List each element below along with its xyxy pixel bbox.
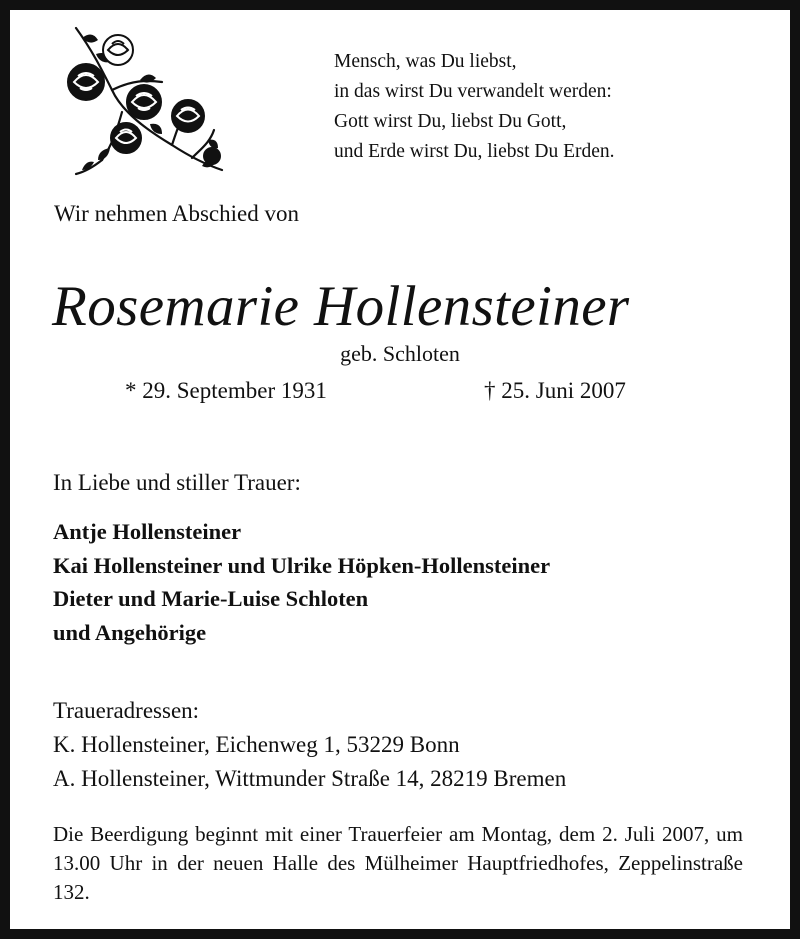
funeral-details: Die Beerdigung beginnt mit einer Trauerfeier am Montag, dem 2. Juli 2007, um 13.00 Uhr in der neuen Halle des Mülheimer Hauptfriedhofes, Zeppelinstraße 132. xyxy=(53,822,743,904)
poem-line: Mensch, was Du liebst, xyxy=(334,51,517,72)
poem-line: in das wirst Du verwandelt werden: xyxy=(334,81,612,102)
poem-line: Gott wirst Du, liebst Du Gott, xyxy=(334,111,567,132)
address-line: A. Hollensteiner, Wittmunder Straße 14, 28219 Bremen xyxy=(53,766,567,791)
birth-name: geb. Schloten xyxy=(340,341,460,366)
mourning-addresses xyxy=(53,694,566,796)
mourner-name: und Angehörige xyxy=(53,619,207,645)
mourning-intro: In Liebe und stiller Trauer: xyxy=(53,470,301,495)
death-date: † 25. Juni 2007 xyxy=(484,378,626,403)
rose-branch-icon xyxy=(62,20,230,182)
mourners-list xyxy=(53,515,550,649)
birth-date: * 29. September 1931 xyxy=(125,378,327,403)
deceased-name: Rosemarie Hollensteiner xyxy=(52,275,630,338)
mourner-name: Antje Hollensteiner xyxy=(53,519,242,544)
addresses-heading: Traueradressen: xyxy=(53,698,200,723)
poem-line: und Erde wirst Du, liebst Du Erden. xyxy=(334,141,615,162)
mourner-name: Dieter und Marie-Luise Schloten xyxy=(53,586,369,611)
farewell-intro: Wir nehmen Abschied von xyxy=(54,201,299,226)
address-line: K. Hollensteiner, Eichenweg 1, 53229 Bonn xyxy=(53,732,460,757)
mourner-name: Kai Hollensteiner und Ulrike Höpken-Hollensteiner xyxy=(53,552,551,578)
poem-verse xyxy=(334,47,774,167)
